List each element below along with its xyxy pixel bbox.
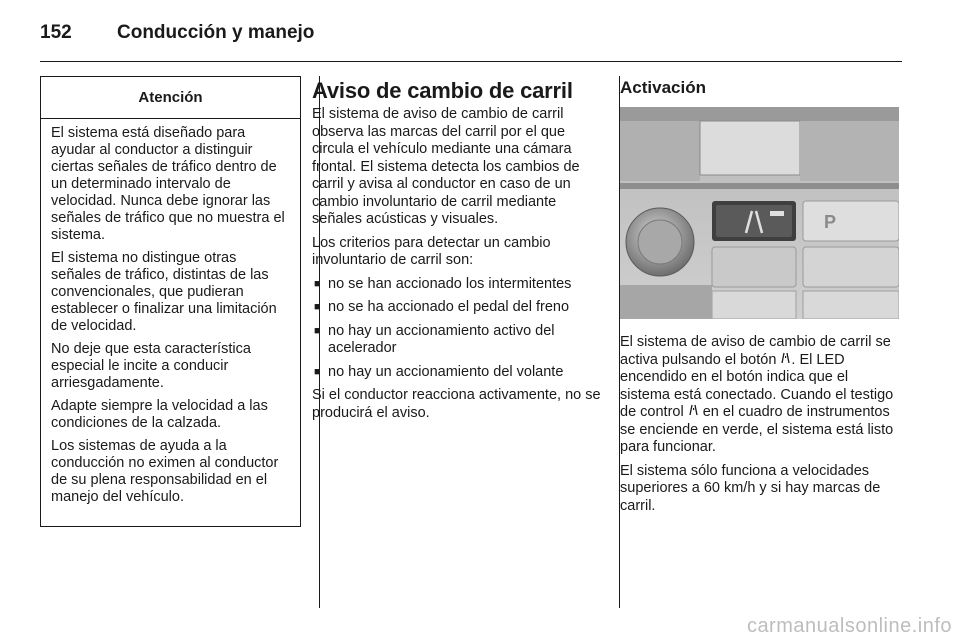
criteria-list [312,276,608,382]
activation-paragraph-2: El sistema sólo funciona a velocidades superiores a 60 km/h y si hay marcas de carril. [620,462,881,514]
activation-title: Activación [620,78,706,97]
section-title: Aviso de cambio de carril [312,78,573,103]
activation-section [620,76,902,100]
header-rule [40,61,902,62]
lane-departure-icon [688,405,699,419]
section-intro: El sistema de aviso de cambio de carril observa las marcas del carril por el que circula el vehículo mediante una cámara frontal. El sistema detecta los cambios de carril y avisa al conductor en caso de un cambio involuntario de carril mediante señales acústicas y visuales. [312,106,580,227]
bullet-icon: ■ [314,365,321,378]
attention-box [40,76,301,527]
list-item [312,276,608,294]
attention-body [41,119,300,506]
list-item-text: no se han accionado los intermitentes [328,275,572,292]
bullet-icon: ■ [314,277,321,290]
watermark: carmanualsonline.info [746,615,952,637]
attention-paragraph: No deje que esta característica especial le incite a conducir arriesgadamente. [51,341,251,391]
activation-text-part: El sistema de aviso de cambio de carril se activa pulsando el botón [620,334,891,368]
activation-text-part: en el cuadro de instrumentos se enciende en verde, el sistema está listo para funcionar. [620,404,894,455]
activation-text [620,334,902,521]
chapter-title: Conducción y manejo [117,22,315,43]
list-item-text: no hay un accionamiento activo del acelerador [328,322,555,356]
attention-paragraph: Los sistemas de ayuda a la conducción no eximen al conductor de su plena responsabilidad en el manejo del vehículo. [51,438,279,505]
attention-paragraph: El sistema está diseñado para ayudar al conductor a distinguir ciertas señales de tráfico dentro de un determinado intervalo de velocidad. Nunca debe ignorar las señales de tráfico que no muestra el sistema. [51,125,285,243]
page-number: 152 [40,22,72,43]
lane-departure-icon [780,353,791,367]
attention-paragraph: El sistema no distingue otras señales de tráfico, distintas de las convencionales, que pudieran establecer o finalizar una limitación de velocidad. [51,250,277,334]
activation-text-part: . El LED encendido en el botón indica que el sistema está conectado. Cuando el testigo de control [620,351,894,420]
bullet-icon: ■ [314,324,321,337]
dashboard-buttons-photo [620,107,899,319]
section-closing: Si el conductor reacciona activamente, no se producirá el aviso. [312,387,601,421]
photo-button-label: P [824,212,837,232]
page-header [40,10,920,50]
list-item-text: no hay un accionamiento del volante [328,363,564,380]
lane-warning-section [312,78,608,428]
list-item-text: no se ha accionado el pedal del freno [328,299,570,315]
activation-paragraph-1 [620,334,902,457]
list-item [312,323,608,358]
criteria-intro: Los criterios para detectar un cambio involuntario de carril son: [312,234,551,268]
list-item [312,364,608,382]
list-item [312,299,608,317]
attention-paragraph: Adapte siempre la velocidad a las condiciones de la calzada. [51,398,268,431]
attention-heading: Atención [41,77,300,119]
bullet-icon: ■ [314,301,321,313]
